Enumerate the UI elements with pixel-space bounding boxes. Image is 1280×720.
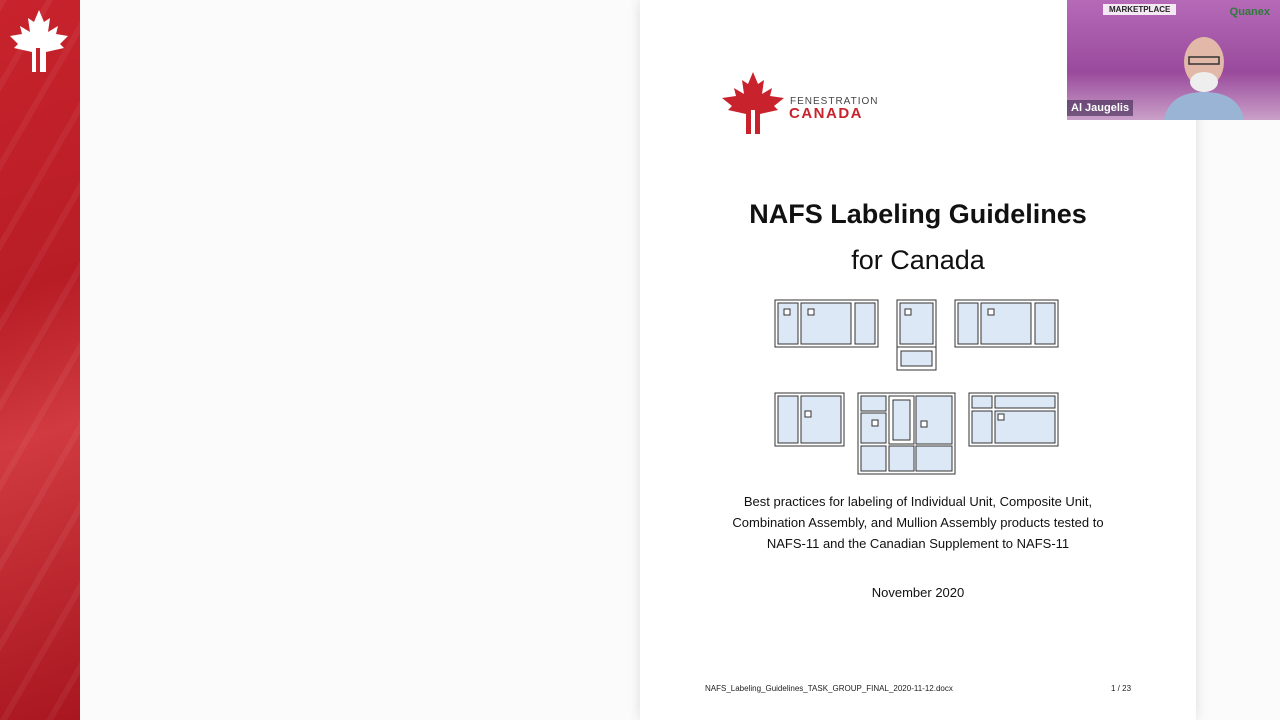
document-description: [700, 491, 1136, 554]
document-date: November 2020: [871, 585, 965, 600]
document-subtitle: for Canada: [851, 245, 985, 275]
page-indicator: 1 / 23: [1111, 684, 1132, 693]
description-line: Best practices for labeling of Individual Unit, Composite Unit,: [743, 494, 1093, 509]
maple-leaf-logo-icon: [6, 8, 72, 74]
window-diagram-3: [955, 300, 1058, 347]
window-diagram-2: [897, 300, 936, 370]
description-line: Combination Assembly, and Mullion Assembly products tested to: [732, 515, 1104, 530]
sponsor-logo: Quanex: [1229, 6, 1270, 18]
fenestration-canada-logo-icon: [718, 70, 788, 136]
marketplace-overlay-logo: MARKETPLACE: [1103, 4, 1176, 15]
document-title: NAFS Labeling Guidelines: [749, 199, 1087, 229]
window-diagram-4: [775, 393, 844, 446]
presenter-video-icon: [1159, 30, 1249, 120]
window-diagram-5: [858, 393, 955, 474]
presenter-webcam: [1067, 0, 1280, 120]
logo-text-line2: CANADA: [789, 105, 863, 122]
logo-text-line1: FENESTRATION: [790, 96, 879, 107]
presenter-name: Al Jaugelis: [1067, 100, 1133, 116]
footer-filename: NAFS_Labeling_Guidelines_TASK_GROUP_FINAL_2020-11-12.docx: [705, 684, 953, 693]
slide-sidebar: [0, 0, 80, 720]
description-line: NAFS-11 and the Canadian Supplement to NAFS-11: [766, 536, 1070, 551]
window-diagram-6: [969, 393, 1058, 446]
window-diagrams: [770, 296, 1062, 478]
window-diagram-1: [775, 300, 878, 347]
